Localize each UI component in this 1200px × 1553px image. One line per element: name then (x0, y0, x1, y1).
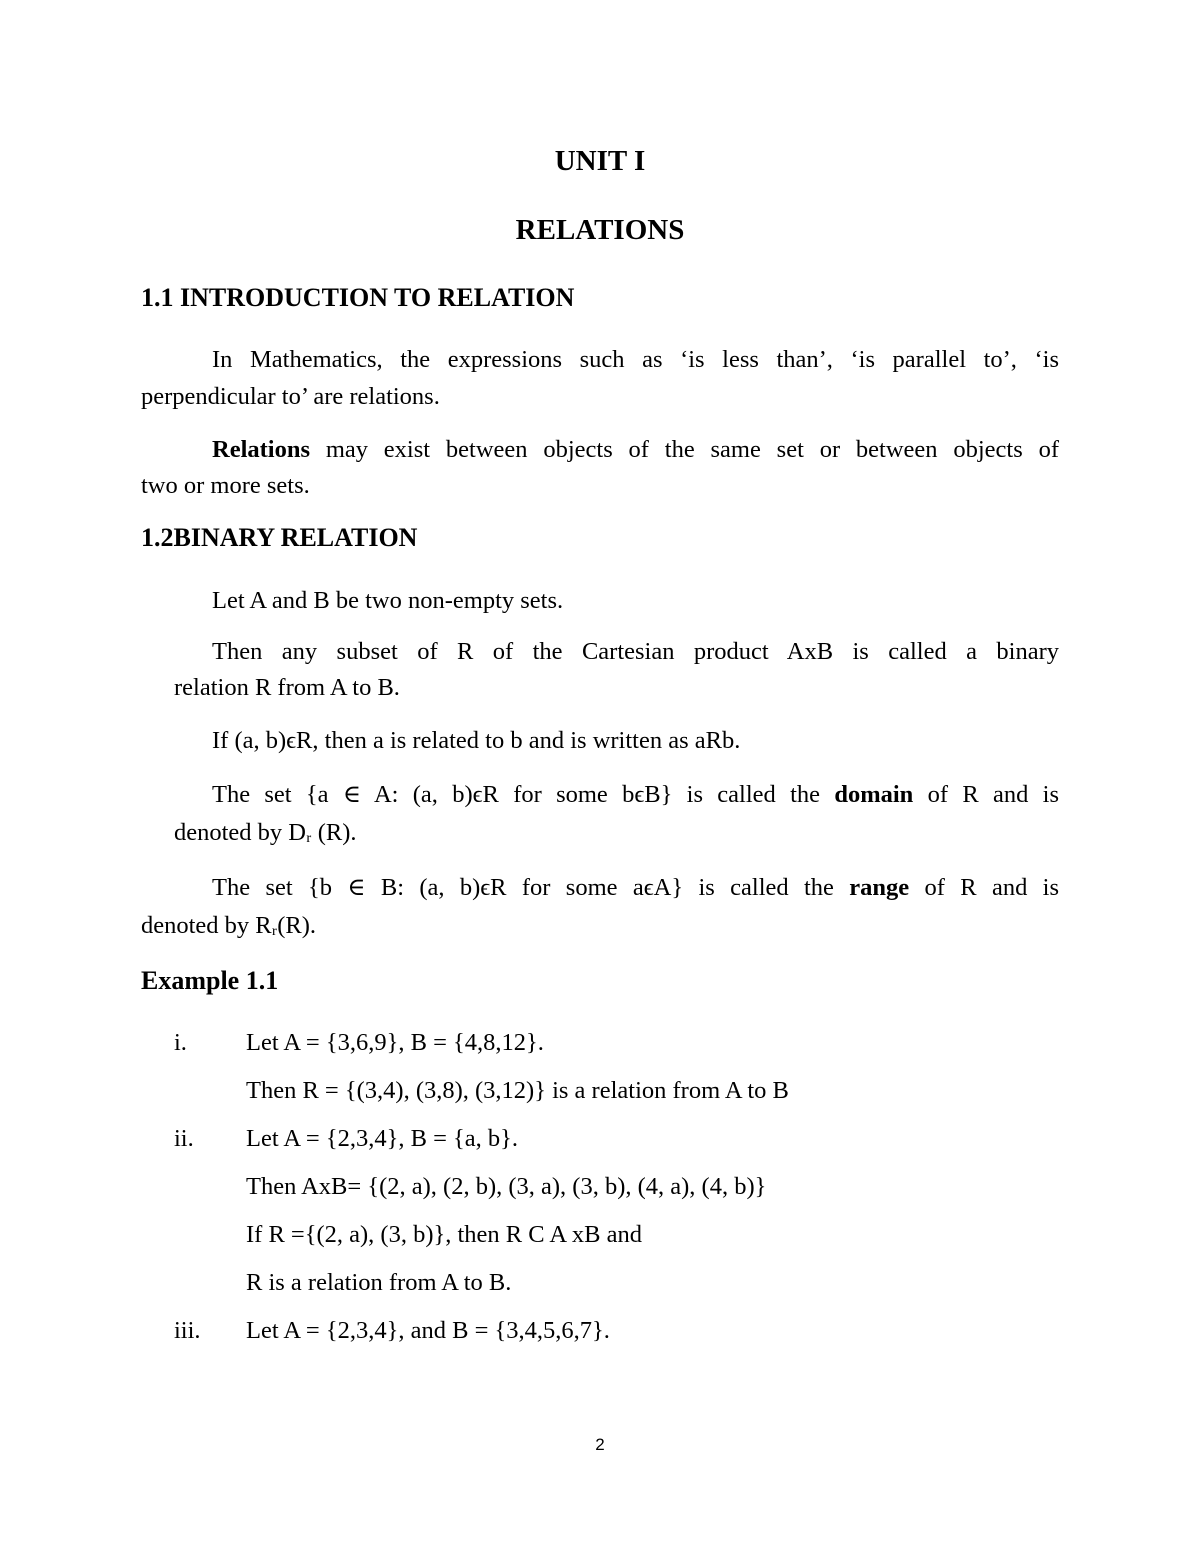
chapter-title: RELATIONS (515, 214, 685, 246)
domain-line-2: denoted by Dᵣ (R). (174, 819, 357, 846)
intro-paragraph-line-2: perpendicular to’ are relations. (141, 383, 440, 410)
domain-text-post: of R and is (913, 781, 1060, 808)
example-ii-line-4: R is a relation from A to B. (246, 1269, 512, 1296)
intro-paragraph-line-1: In Mathematics, the expressions such as ‘is less than’, ‘is parallel to’, ‘is (212, 346, 1059, 373)
binary-arb-line: If (a, b)ϵR, then a is related to b and is written as aRb. (212, 727, 741, 754)
binary-line-nonempty: Let A and B be two non-empty sets. (212, 587, 564, 614)
example-numeral-i: i. (174, 1029, 187, 1056)
example-ii-line-2: Then AxB= {(2, a), (2, b), (3, a), (3, b), (4, a), (4, b)} (246, 1173, 767, 1200)
range-line-2: denoted by Rᵣ(R). (141, 912, 317, 939)
relations-paragraph-text: may exist between objects of the same set or between objects of (310, 436, 1059, 463)
binary-definition-line-2: relation R from A to B. (174, 674, 400, 701)
example-i-line-2: Then R = {(3,4), (3,8), (3,12)} is a relation from A to B (246, 1077, 789, 1104)
example-numeral-iii: iii. (174, 1317, 201, 1344)
example-heading: Example 1.1 (141, 966, 279, 995)
domain-text-pre: The set {a ∈ A: (a, b)ϵR for some bϵB} is called the (212, 781, 835, 808)
example-numeral-ii: ii. (174, 1125, 194, 1152)
section-heading-binary: 1.2BINARY RELATION (141, 523, 418, 552)
binary-definition-line-1: Then any subset of R of the Cartesian product AxB is called a binary (212, 638, 1059, 665)
relations-paragraph-line-1 (212, 436, 1059, 464)
range-bold-term: range (849, 874, 910, 901)
example-i-line-1: Let A = {3,6,9}, B = {4,8,12}. (246, 1029, 544, 1056)
unit-title: UNIT I (554, 145, 646, 177)
example-ii-line-1: Let A = {2,3,4}, B = {a, b}. (246, 1125, 519, 1152)
range-text-pre: The set {b ∈ B: (a, b)ϵR for some aϵA} is called the (212, 874, 850, 901)
domain-line-1 (212, 779, 1059, 809)
domain-bold-term: domain (834, 781, 914, 808)
range-text-post: of R and is (909, 874, 1060, 901)
range-line-1 (212, 872, 1059, 902)
section-heading-intro: 1.1 INTRODUCTION TO RELATION (141, 283, 575, 312)
relations-paragraph-line-2: two or more sets. (141, 472, 310, 499)
page-number: 2 (595, 1435, 605, 1454)
example-ii-line-3: If R ={(2, a), (3, b)}, then R C A xB and (246, 1221, 642, 1248)
relations-bold-term: Relations (212, 436, 310, 463)
example-iii-line-1: Let A = {2,3,4}, and B = {3,4,5,6,7}. (246, 1317, 610, 1344)
